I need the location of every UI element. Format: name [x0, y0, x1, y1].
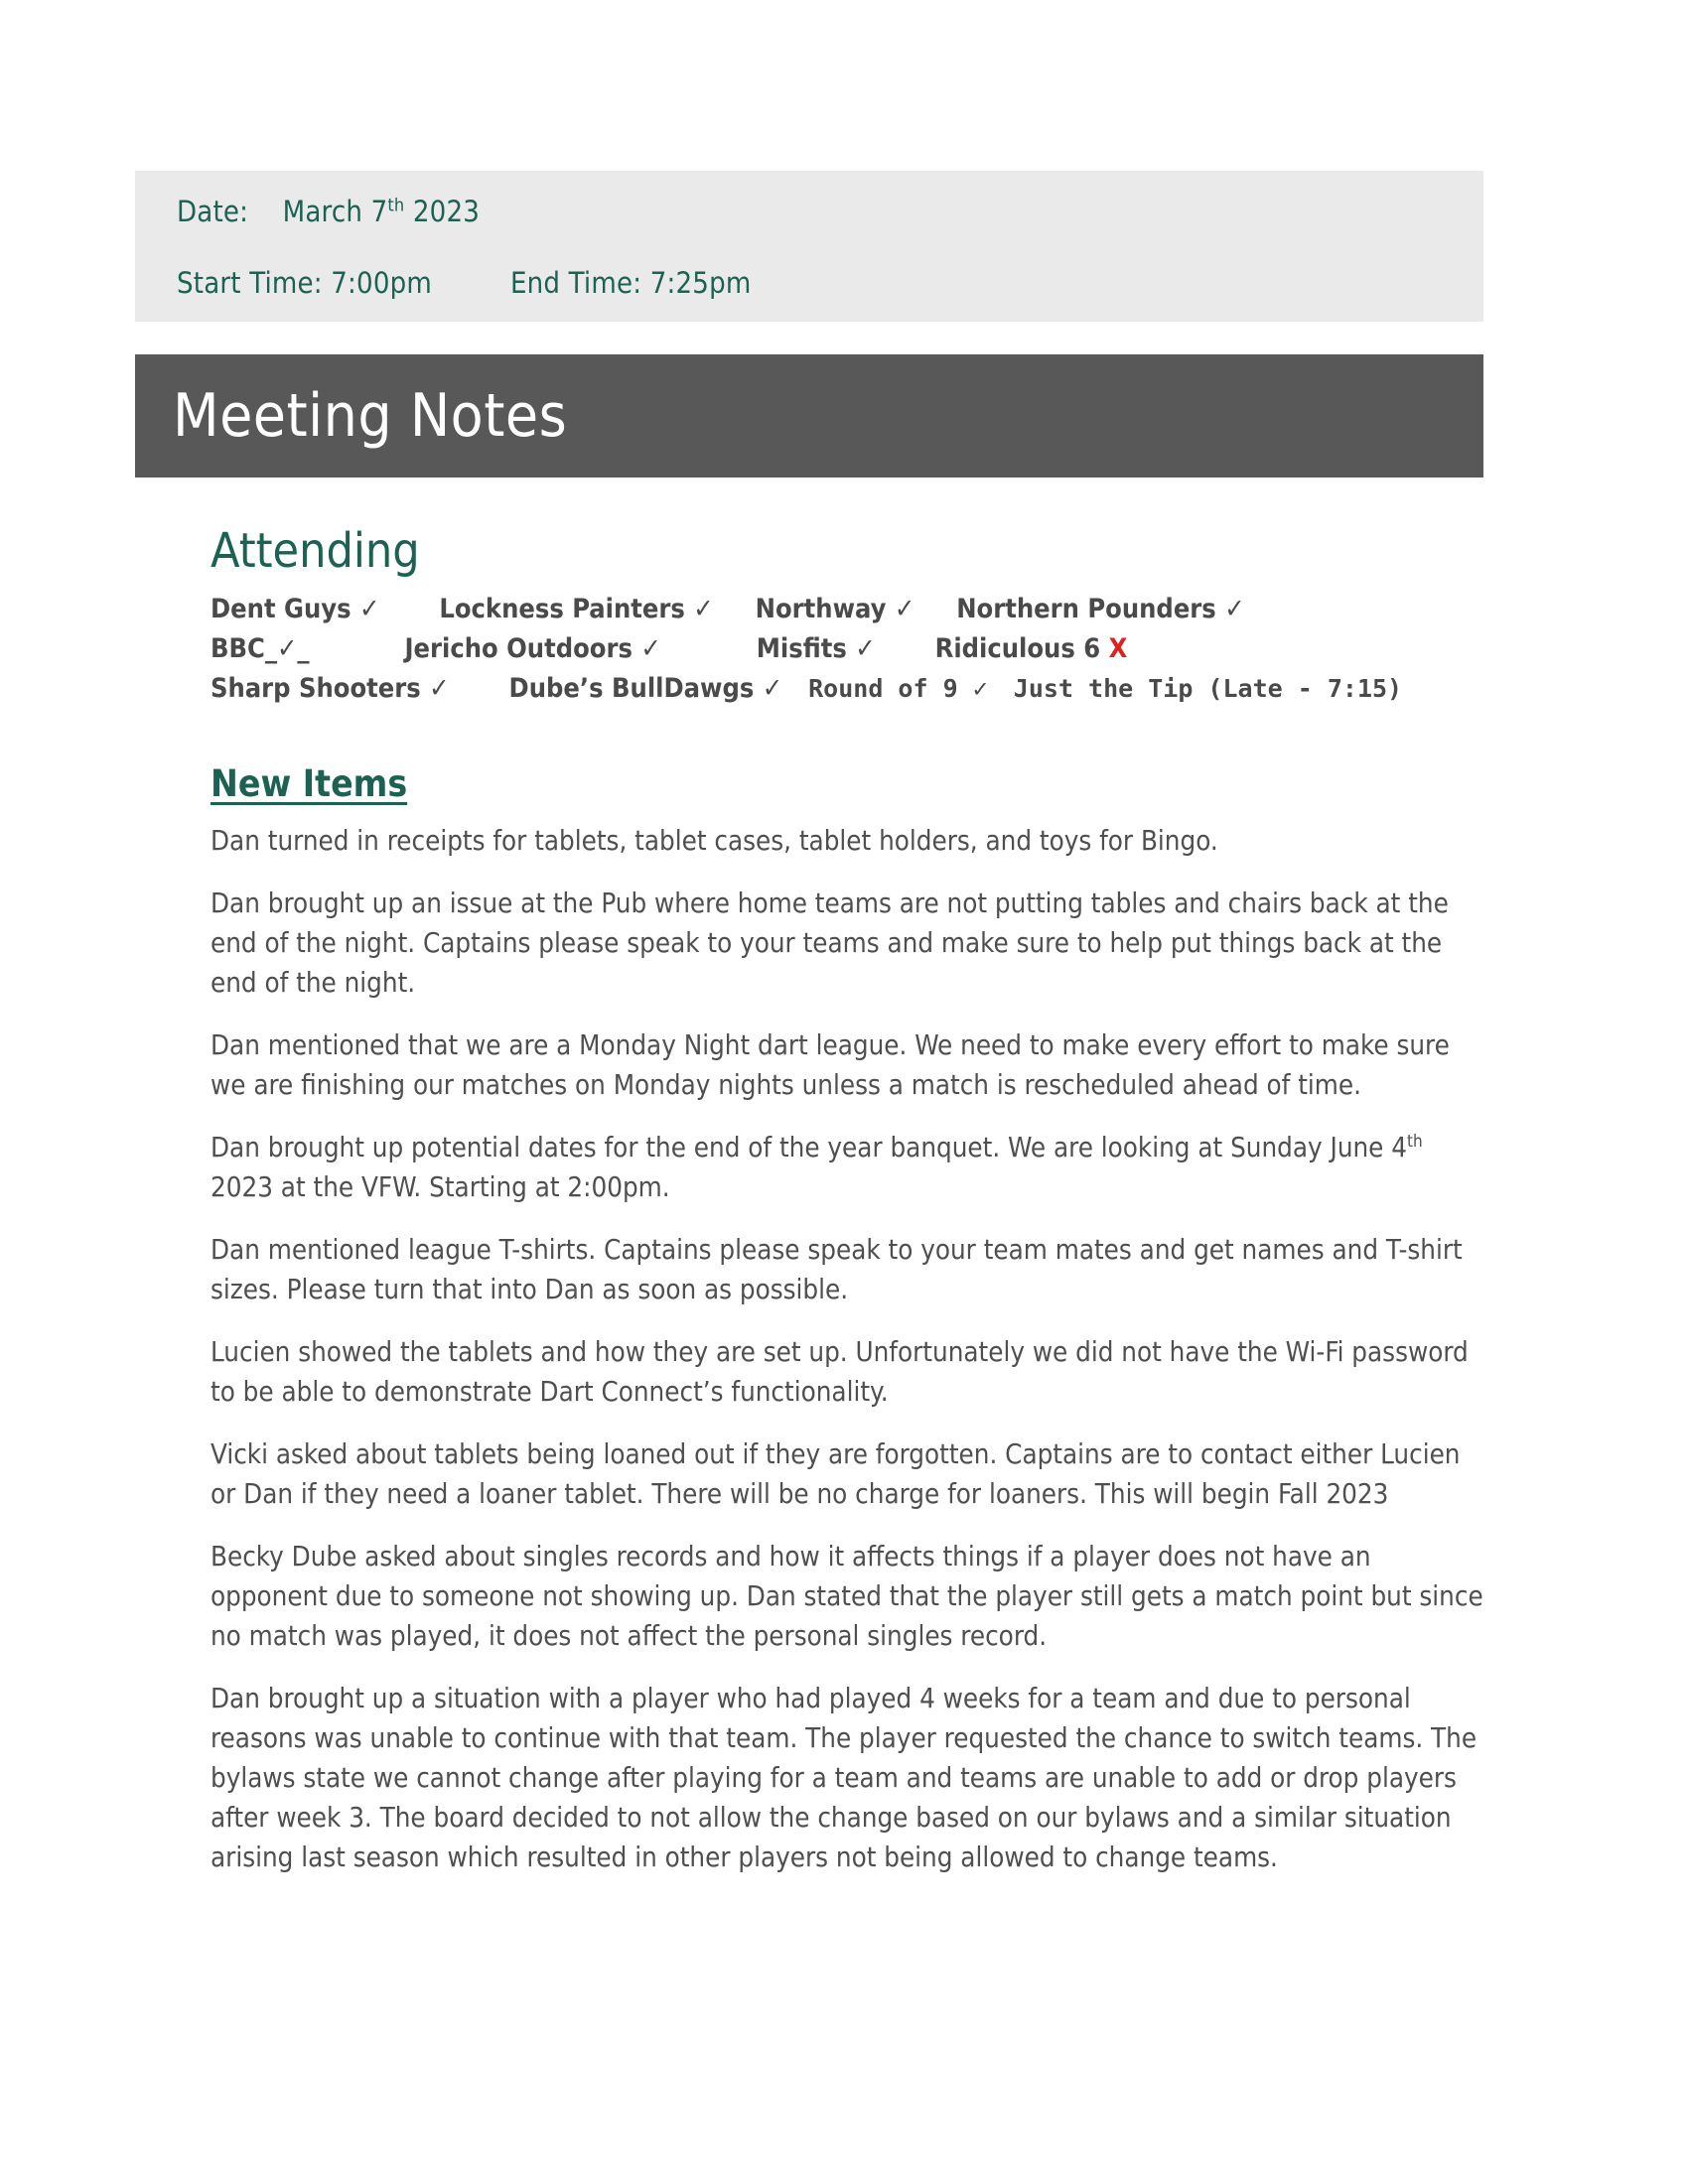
team-name: Dent Guys — [211, 594, 352, 625]
team-name: Jericho Outdoors — [404, 633, 633, 665]
paragraph-receipts: Dan turned in receipts for tablets, tablet cases, tablet holders, and toys for Bingo. — [211, 825, 1218, 858]
team-name: Northway — [755, 594, 887, 625]
check-icon: ✓ — [855, 633, 876, 665]
attending-list — [211, 590, 1483, 709]
check-icon: ✓ — [429, 673, 450, 705]
check-icon: ✓ — [894, 594, 915, 625]
meeting-meta-block — [135, 171, 1483, 322]
banquet-text-before: Dan brought up potential dates for the end of the year banquet. We are looking at Sunday June 4 — [211, 1132, 1408, 1164]
attending-entry — [211, 594, 379, 624]
date-label: Date: — [177, 195, 249, 228]
team-name: Round of 9 — [808, 674, 958, 704]
check-icon: ✓ — [762, 673, 783, 705]
x-icon: X — [1108, 633, 1128, 665]
paragraph-loaner-tablets: Vicki asked about tablets being loaned out if they are forgotten. Captains are to contact either Lucien or Dan if they need a loaner tablet. There will be no charge for loaners. This will begin Fall 2023 — [211, 1438, 1461, 1511]
check-icon: ✓ — [359, 594, 380, 625]
check-icon: ✓ — [693, 594, 714, 625]
document-content — [211, 523, 1483, 1900]
check-icon: ✓ — [1224, 594, 1245, 625]
attending-entry — [405, 633, 661, 664]
attending-entry — [211, 673, 450, 704]
new-items-heading: New Items — [211, 762, 408, 806]
team-name: Dube’s BullDawgs — [508, 673, 755, 705]
team-name: BBC_ — [211, 633, 277, 665]
attending-entry — [439, 594, 713, 624]
meeting-notes-title-bar — [135, 354, 1483, 478]
attending-entry — [935, 633, 1128, 664]
team-name: Just the Tip (Late - 7:15) — [1013, 674, 1403, 704]
attending-row — [211, 629, 1483, 669]
date-year: 2023 — [412, 195, 481, 228]
team-name: Ridiculous 6 — [934, 633, 1101, 665]
start-time-value: 7:00pm — [331, 265, 433, 300]
meeting-time-line — [177, 265, 1483, 300]
paragraph-monday-night: Dan mentioned that we are a Monday Night dart league. We need to make every effort to make sure we are finishing our matches on Monday nights unless a match is rescheduled ahead of time. — [211, 1029, 1450, 1102]
paragraph-team-switch: Dan brought up a situation with a player who had played 4 weeks for a team and due to personal reasons was unable to continue with that team. The player requested the chance to switch teams. The bylaws state we cannot change after playing for a team and teams are unable to add or drop players after week 3. The board decided to not allow the change based on our bylaws and a similar situation arising last season which resulted in other players not being allowed to change teams. — [211, 1683, 1477, 1874]
team-name: Northern Pounders — [956, 594, 1216, 625]
team-name-suffix: _ — [297, 633, 310, 665]
team-name: Misfits — [756, 633, 847, 665]
end-time-label: End Time: — [509, 265, 642, 300]
date-month-day: March 7 — [282, 195, 388, 228]
attending-entry — [509, 673, 783, 704]
paragraph-tablets-demo: Lucien showed the tablets and how they are set up. Unfortunately we did not have the Wi-Fi password to be able to demonstrate Dart Connect’s functionality. — [211, 1336, 1469, 1409]
paragraph-tshirts: Dan mentioned league T-shirts. Captains please speak to your team mates and get names and T-shirt sizes. Please turn that into Dan as soon as possible. — [211, 1234, 1463, 1306]
banquet-text-after: 2023 at the VFW. Starting at 2:00pm. — [211, 1171, 670, 1204]
paragraph-singles-records: Becky Dube asked about singles records and how it affects things if a player does not have an opponent due to someone not showing up. Dan stated that the player still gets a match point but since no match was played, it does not affect the personal singles record. — [211, 1541, 1483, 1653]
attending-entry — [211, 633, 310, 664]
date-ordinal: th — [387, 195, 405, 216]
check-icon: ✓ — [640, 633, 661, 665]
start-time-label: Start Time: — [177, 265, 323, 300]
attending-row — [211, 669, 1483, 709]
page-title: Meeting Notes — [173, 381, 568, 451]
meeting-date-line — [177, 197, 1483, 228]
attending-entry — [956, 594, 1244, 624]
team-name: Lockness Painters — [439, 594, 685, 625]
attending-entry — [808, 674, 988, 703]
attending-heading: Attending — [211, 523, 420, 579]
team-name: Sharp Shooters — [211, 673, 421, 705]
end-time-value: 7:25pm — [649, 265, 752, 300]
paragraph-banquet — [211, 1128, 1483, 1207]
attending-entry — [1014, 674, 1402, 703]
check-icon: ✓ — [972, 674, 988, 704]
paragraph-pub-tables: Dan brought up an issue at the Pub where home teams are not putting tables and chairs back at the end of the night. Captains please speak to your teams and make sure to help put things back at the end of the night. — [211, 887, 1449, 1000]
check-icon: ✓ — [277, 633, 298, 665]
banquet-ordinal: th — [1407, 1131, 1423, 1152]
attending-entry — [756, 594, 915, 624]
attending-entry — [757, 633, 876, 664]
attending-row — [211, 590, 1483, 629]
